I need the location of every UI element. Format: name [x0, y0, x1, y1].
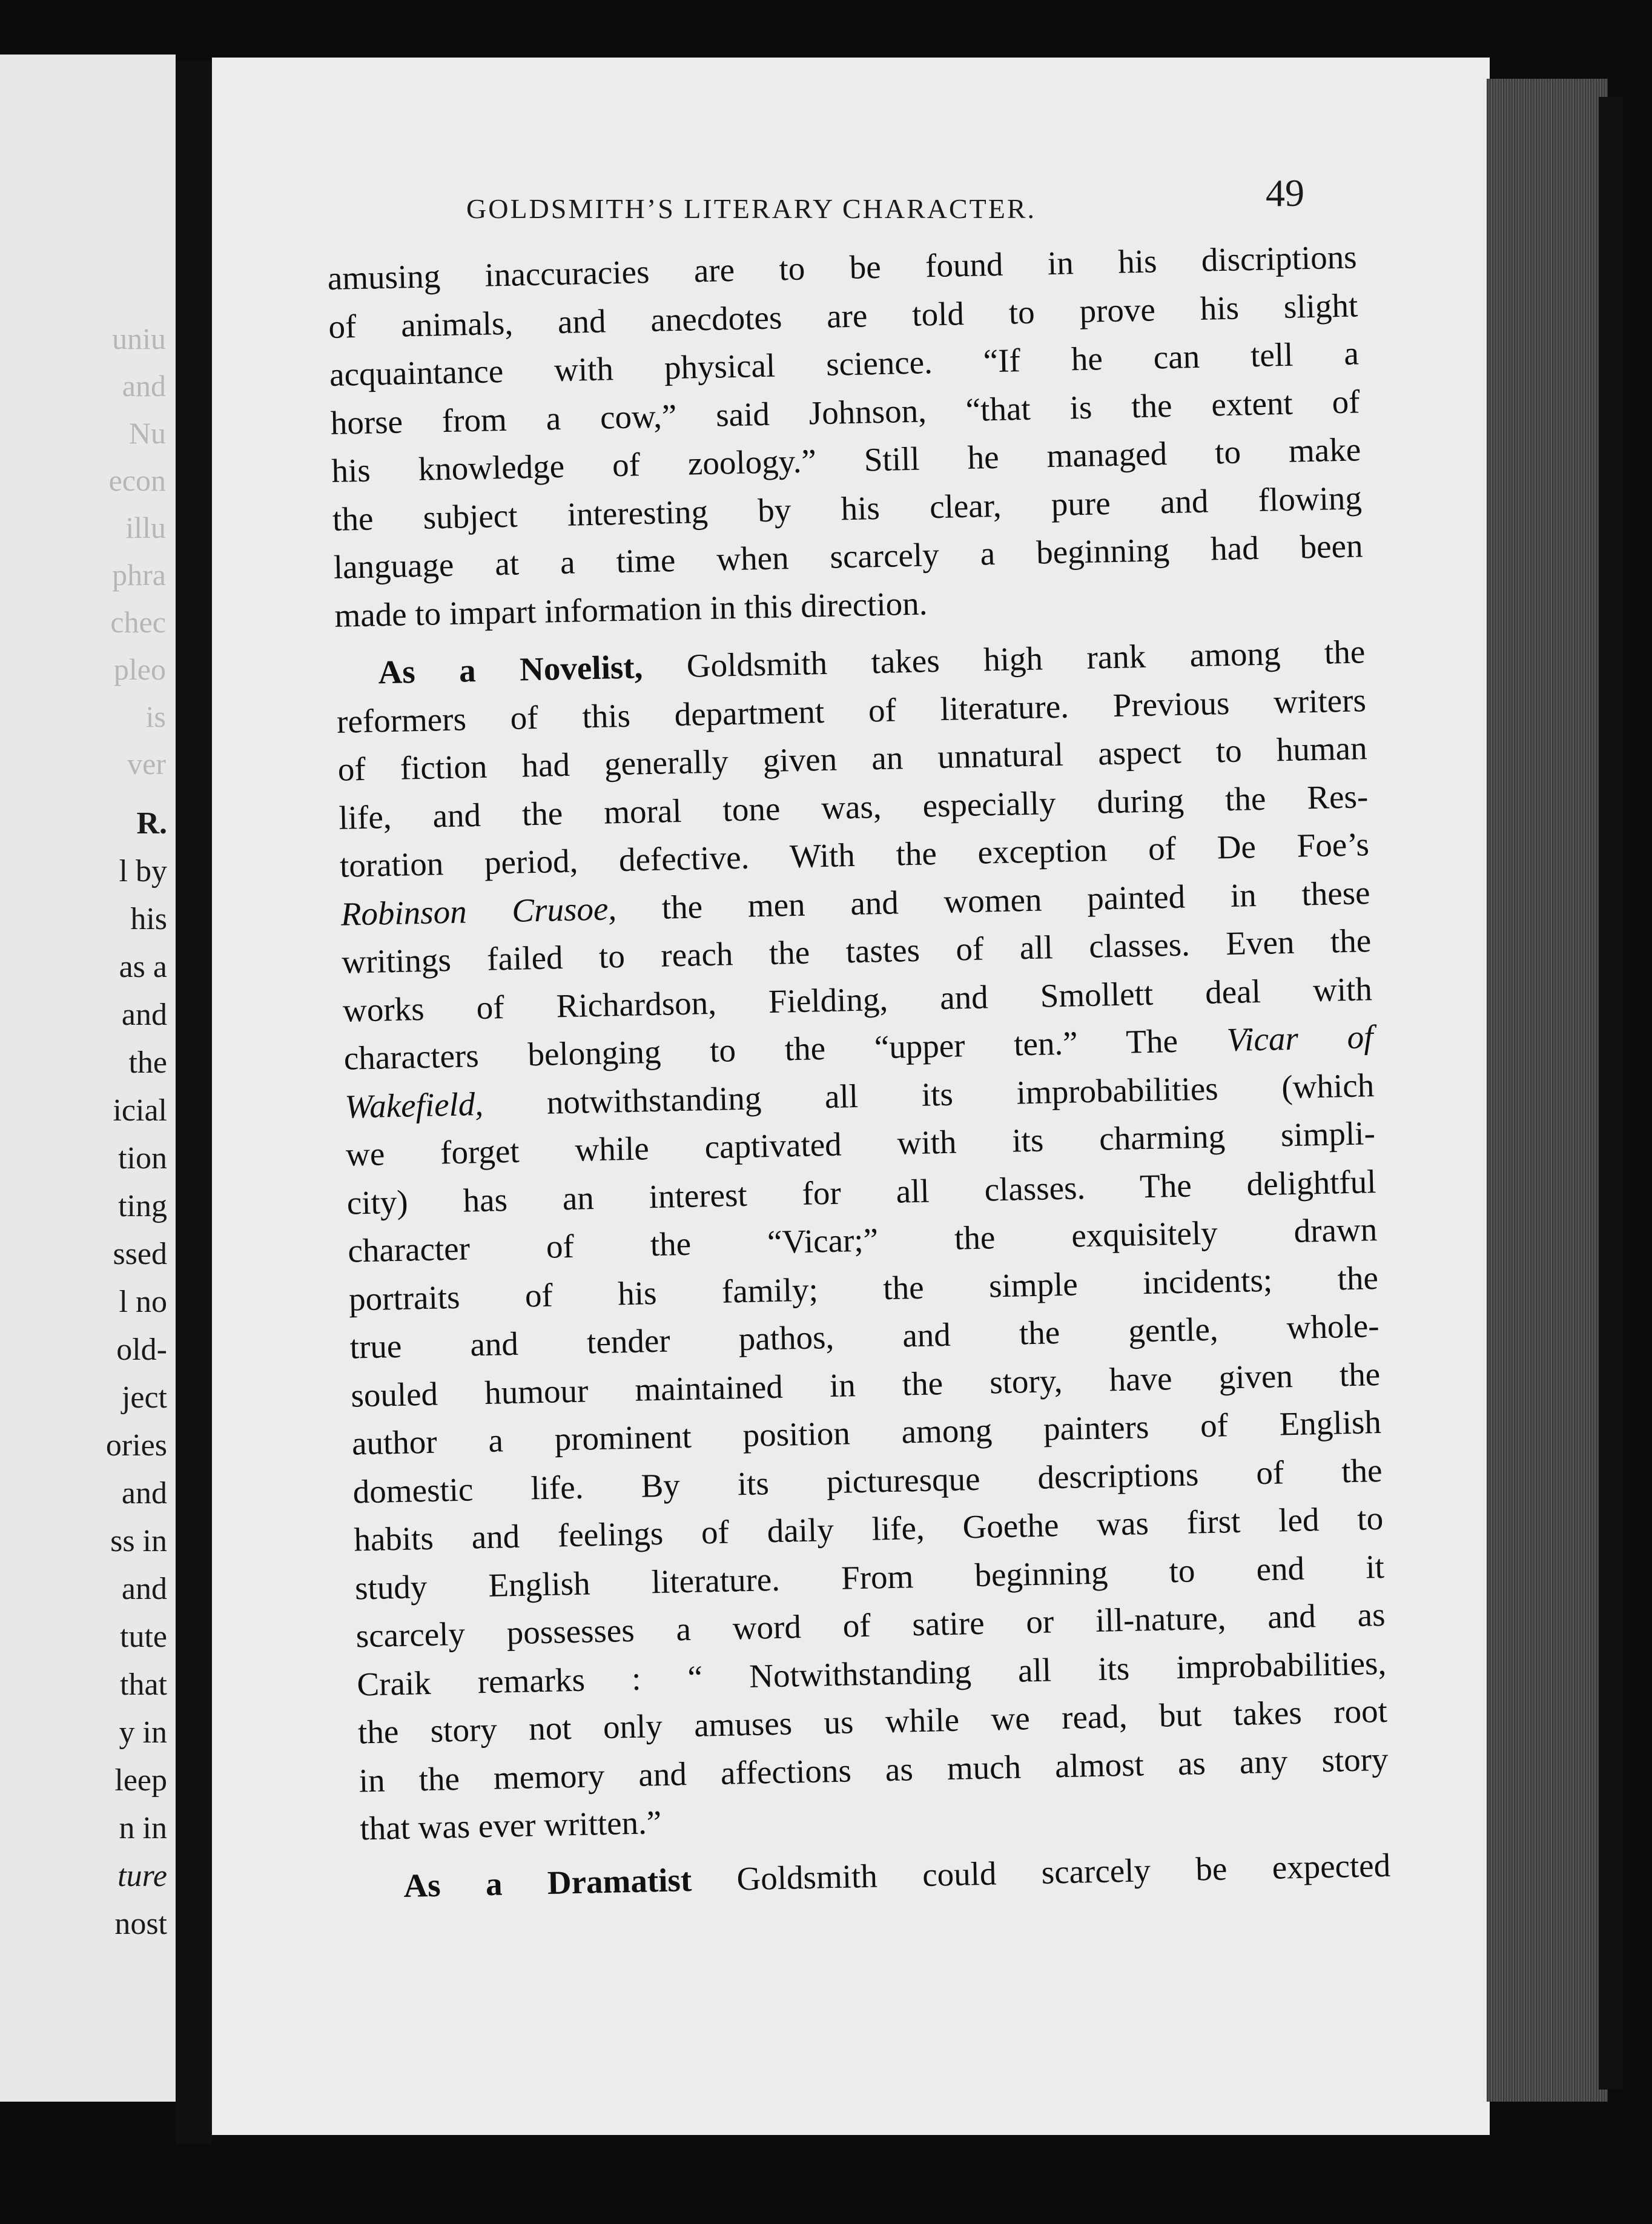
left-faint-line: chec — [110, 605, 166, 639]
running-head: GOLDSMITH’S LITERARY CHARACTER. — [466, 193, 1037, 224]
left-faint-line: illu — [125, 511, 166, 544]
left-page-line: leep — [114, 1763, 167, 1798]
text-line: of animals, and anecdotes are told to prove his slight — [328, 286, 1358, 345]
dramatist-heading: As a Dramatist — [403, 1861, 692, 1904]
left-page-line: ories — [105, 1428, 167, 1463]
text-line: Craik remarks : “ Notwithstanding all its improbabilities, — [356, 1644, 1387, 1703]
text-run: characters belonging to the “upper ten.” The — [343, 1021, 1227, 1077]
text-line: made to impart information in this direction. — [334, 584, 928, 634]
left-faint-line: is — [145, 700, 166, 733]
left-page-line: tute — [120, 1620, 167, 1654]
text-run: Goldsmith takes high rank among the — [642, 633, 1366, 686]
text-line: acquaintance with physical science. “If he can tell a — [329, 334, 1360, 393]
book-gutter — [176, 61, 212, 2144]
page-number: 49 — [1266, 171, 1304, 214]
text-line: his knowledge of zoology.” Still he managed to make — [331, 431, 1361, 489]
book-title: Wakefield, — [344, 1085, 484, 1125]
text-line: souled humour maintained in the story, have given the — [350, 1355, 1381, 1414]
paragraph-novelist — [335, 627, 1390, 1853]
left-page-line: icial — [113, 1093, 167, 1128]
book-title: Robinson Crusoe, — [340, 889, 617, 933]
left-faint-line: and — [122, 369, 166, 403]
text-line: in the memory and affections as much almost as any story — [358, 1740, 1389, 1799]
page-block-shadow — [1599, 97, 1623, 2090]
left-page-line: n in — [119, 1811, 167, 1845]
left-page-line: ject — [121, 1380, 167, 1415]
text-line: of fiction had generally given an unnatural aspect to human — [337, 729, 1368, 788]
text-line: author a prominent position among painters of English — [351, 1403, 1382, 1462]
text-line: reformers of this department of literature. Previous writers — [336, 681, 1367, 740]
text-line: character of the “Vicar;” the exquisitely drawn — [347, 1211, 1378, 1269]
left-page-line: ting — [118, 1189, 167, 1223]
left-page-line: that — [120, 1667, 167, 1702]
text-run: Goldsmith could scarcely be expected — [691, 1846, 1391, 1898]
left-faint-line: phra — [112, 558, 166, 592]
left-page-line: as a — [119, 950, 167, 984]
left-page-line: old- — [116, 1332, 167, 1367]
page-block-edge — [1487, 79, 1608, 2102]
text-line: writings failed to reach the tastes of all classes. Even the — [341, 922, 1372, 981]
left-page-line: the — [128, 1045, 167, 1080]
text-run: the men and women painted in these — [616, 873, 1371, 927]
text-line: domestic life. By its picturesque descriptions of the — [352, 1451, 1383, 1511]
left-page-line: and — [121, 998, 167, 1032]
text-line: language at a time when scarcely a beginning had been — [333, 527, 1364, 586]
text-line: that was ever written.” — [359, 1804, 662, 1847]
left-faint-line: Nu — [128, 416, 166, 450]
text-line: works of Richardson, Fielding, and Smollett deal with — [342, 970, 1373, 1029]
left-faint-line: pleo — [113, 652, 166, 686]
text-line: we forget while captivated with its charming simpli- — [345, 1114, 1376, 1173]
left-faint-line: uniu — [112, 322, 166, 356]
text-run: notwithstanding all its improbabilities (which — [483, 1066, 1375, 1122]
body-text — [327, 233, 1391, 1910]
text-line: city) has an interest for all classes. The delightful — [346, 1162, 1377, 1222]
text-line: habits and feelings of daily life, Goethe was first led to — [353, 1499, 1384, 1558]
left-page-line: his — [130, 902, 167, 936]
text-line: study English literature. From beginning to end it — [354, 1547, 1385, 1607]
left-page-line: ssed — [113, 1237, 167, 1271]
text-line: toration period, defective. With the exception of De Foe’s — [339, 826, 1370, 884]
paragraph-inaccuracies — [327, 233, 1364, 639]
left-page-line: tion — [118, 1141, 167, 1176]
left-faint-line: ver — [127, 747, 166, 781]
book-title: Vicar of — [1226, 1018, 1374, 1059]
left-page-line: and — [121, 1572, 167, 1606]
text-line: scarcely possesses a word of satire or ill-nature, and as — [355, 1595, 1386, 1655]
text-line: amusing inaccuracies are to be found in his discriptions — [327, 238, 1358, 297]
left-page-line: l by — [119, 854, 167, 889]
text-line: life, and the moral tone was, especially during the Res- — [338, 777, 1369, 836]
text-line: horse from a cow,” said Johnson, “that is the extent of — [330, 382, 1361, 442]
text-line: the story not only amuses us while we read, but takes root — [357, 1692, 1388, 1751]
text-line: portraits of his family; the simple incidents; the — [348, 1259, 1379, 1318]
text-line: the subject interesting by his clear, pure and flowing — [332, 478, 1363, 538]
left-page-line: ture — [117, 1859, 167, 1893]
left-page — [0, 55, 176, 2102]
novelist-heading: As a Novelist, — [377, 648, 643, 691]
left-page-bleedthrough — [109, 315, 166, 787]
left-page-line: l no — [119, 1285, 167, 1319]
left-page-line: R. — [136, 806, 167, 841]
left-page-line: ss in — [110, 1524, 167, 1558]
left-page-line: nost — [114, 1907, 167, 1941]
text-line: true and tender pathos, and the gentle, whole- — [349, 1307, 1380, 1366]
left-faint-line: econ — [108, 463, 166, 497]
left-page-line: y in — [119, 1715, 167, 1750]
left-page-text — [106, 799, 167, 1948]
left-page-line: and — [121, 1476, 167, 1511]
